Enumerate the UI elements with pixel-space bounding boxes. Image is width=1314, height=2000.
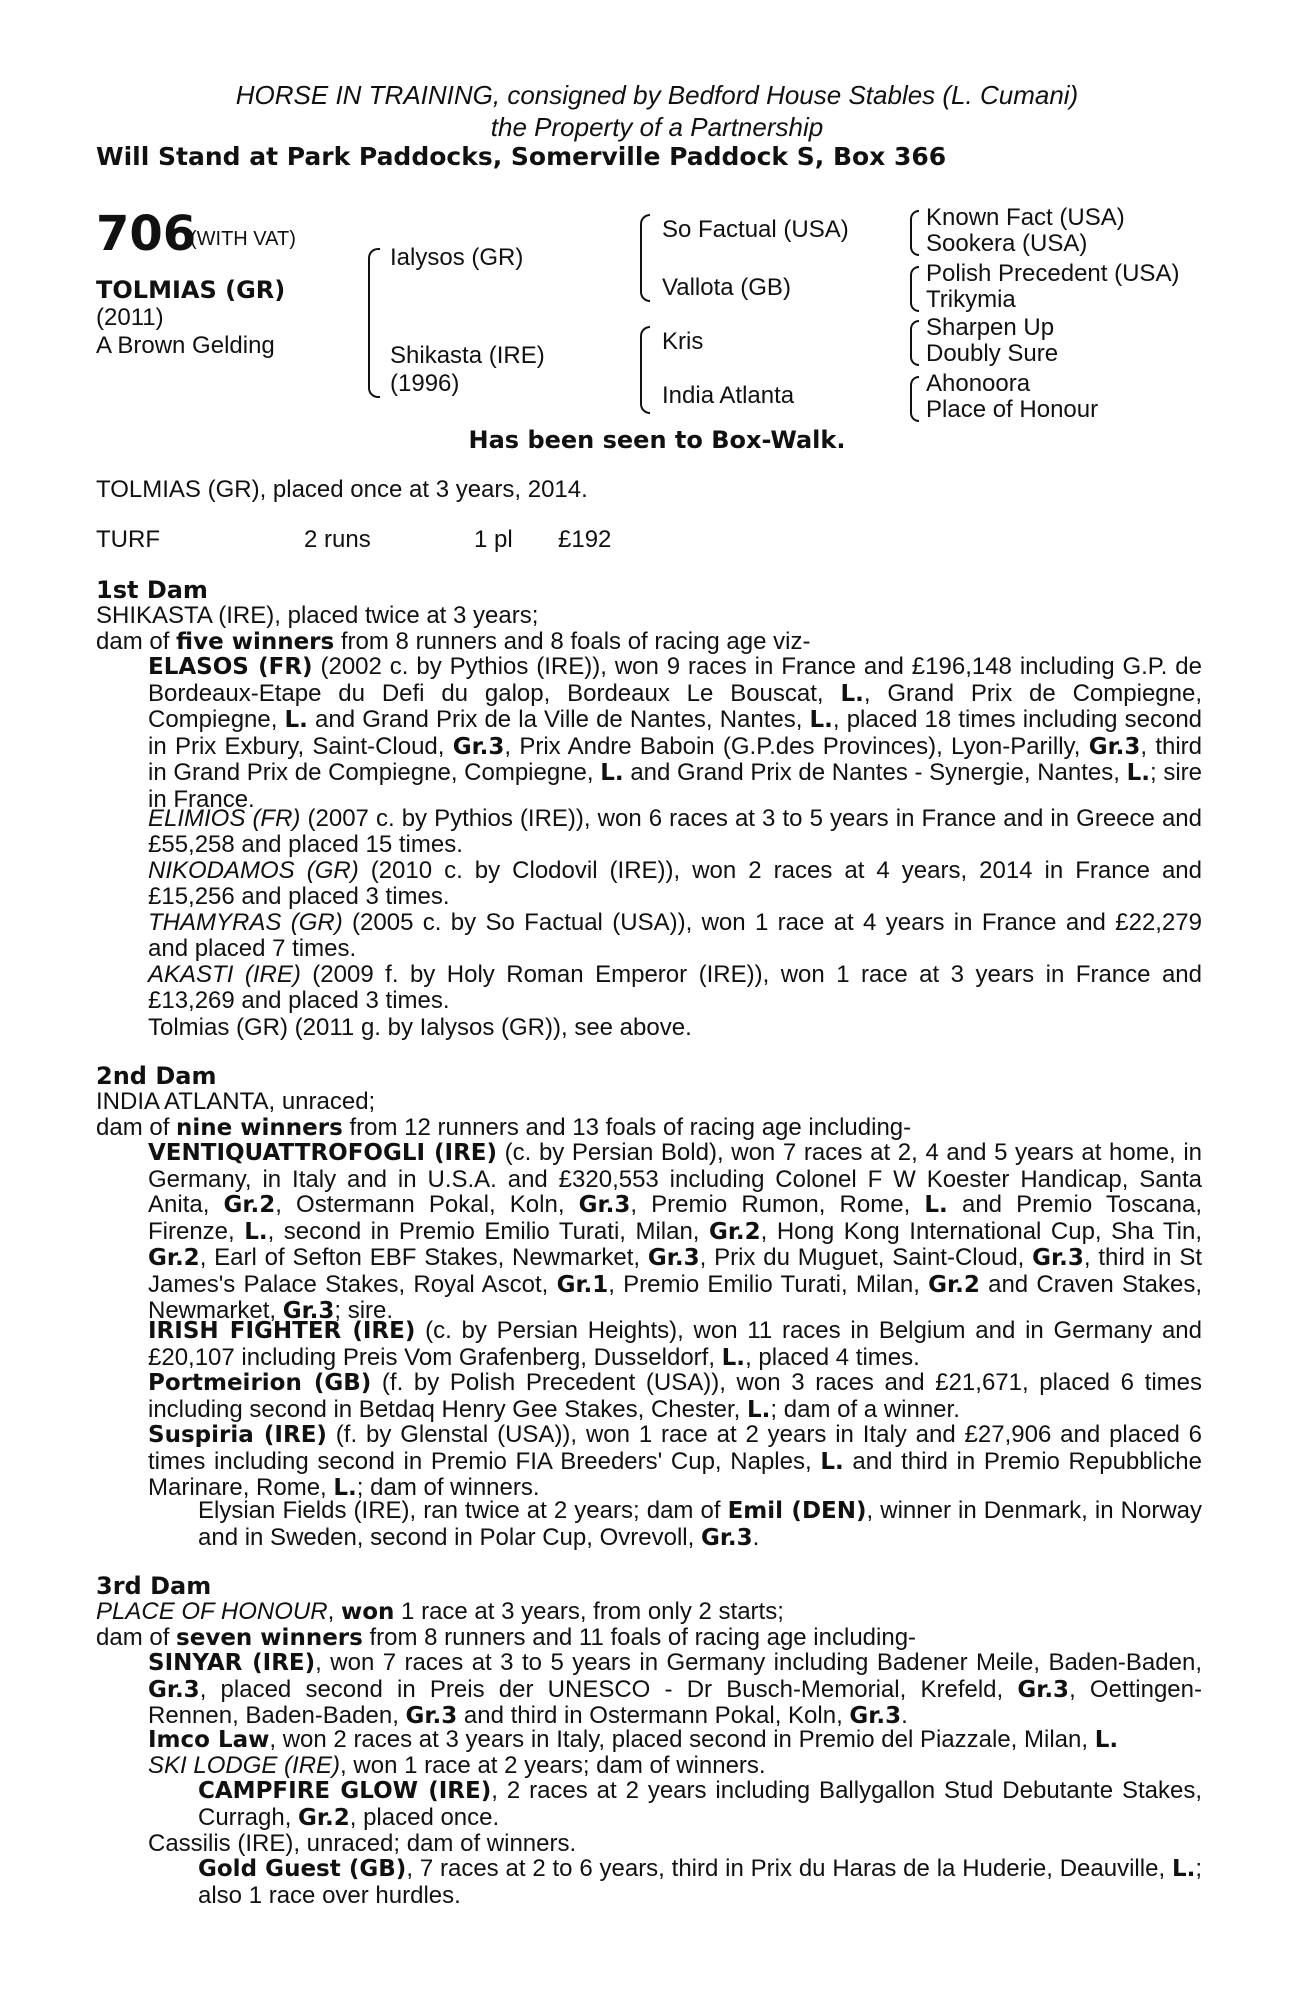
dams-sire: Kris <box>662 328 704 355</box>
ancestor: Doubly Sure <box>926 340 1059 367</box>
third-dam-produce: dam of seven winners from 8 runners and 11 foals of racing age including- <box>96 1624 917 1651</box>
record-earnings: £192 <box>558 526 612 553</box>
produce-entry: Portmeirion (GB) (f. by Polish Precedent (USA)), won 3 races and £21,671, placed 6 times including second in Betdaq Henry Gee Stakes, Chester, L.; dam of a winner. <box>148 1369 1202 1423</box>
owner-line: the Property of a Partnership <box>490 112 824 142</box>
horse-name: TOLMIAS (GR) <box>96 276 286 304</box>
pedigree-brace <box>910 266 919 312</box>
pedigree-brace <box>368 248 380 398</box>
produce-entry: Suspiria (IRE) (f. by Glenstal (USA)), won 1 race at 2 years in Italy and £27,906 and placed 6 times including second in Premio FIA Breeders' Cup, Naples, L. and third in Premio Repubbliche Marinare, Rome, L.; dam of winners. <box>148 1421 1202 1501</box>
ancestor: Sookera (USA) <box>926 230 1088 257</box>
sires-dam: Vallota (GB) <box>662 274 791 301</box>
vat-note: (WITH VAT) <box>190 228 296 250</box>
dam: Shikasta (IRE) <box>390 342 545 369</box>
third-dam-heading: 3rd Dam <box>96 1572 212 1600</box>
second-dam-heading: 2nd Dam <box>96 1062 217 1090</box>
ancestor: Polish Precedent (USA) <box>926 260 1180 287</box>
produce-entry: ELASOS (FR) (2002 c. by Pythios (IRE)), won 9 races in France and £196,148 including G.P. de Bordeaux-Etape du Defi du galop, Bordeaux Le Bouscat, L., Grand Prix de Compiegne, Compiegne, L. and Grand Prix de la Ville de Nantes, Nantes, L., placed 18 times including second in Prix Exbury, Saint-Cloud, Gr.3, Prix Andre Baboin (G.P.des Provinces), Lyon-Parilly, Gr.3, third in Grand Prix de Compiegne, Compiegne, L. and Grand Prix de Nantes - Synergie, Nantes, L.; sire in France. <box>148 653 1203 813</box>
produce-entry: Gold Guest (GB), 7 races at 2 to 6 years, third in Prix du Haras de la Huderie, Deauville, L.; also 1 race over hurdles. <box>198 1855 1203 1909</box>
first-dam-produce: dam of five winners from 8 runners and 8 foals of racing age viz- <box>96 628 811 655</box>
record-placed: 1 pl <box>474 526 513 553</box>
sires-sire: So Factual (USA) <box>662 216 849 243</box>
ancestor: Sharpen Up <box>926 314 1055 341</box>
ancestor: Trikymia <box>926 286 1016 313</box>
produce-entry: AKASTI (IRE) (2009 f. by Holy Roman Emperor (IRE)), won 1 race at 3 years in France and £13,269 and placed 3 times. <box>148 961 1202 1014</box>
produce-entry: Elysian Fields (IRE), ran twice at 2 years; dam of Emil (DEN), winner in Denmark, in Norway and in Sweden, second in Polar Cup, Ovrevoll, Gr.3. <box>198 1497 1202 1551</box>
consignor-line: HORSE IN TRAINING, consigned by Bedford House Stables (L. Cumani) <box>235 80 1079 110</box>
record-surface: TURF <box>96 526 160 553</box>
foaling-year: (2011) <box>96 304 164 331</box>
pedigree-brace <box>910 320 919 366</box>
first-dam-line: SHIKASTA (IRE), placed twice at 3 years; <box>96 602 539 629</box>
dams-dam: India Atlanta <box>662 382 795 409</box>
produce-entry: Imco Law, won 2 races at 3 years in Italy, placed second in Premio del Piazzale, Milan, L. <box>148 1726 1119 1753</box>
produce-entry: CAMPFIRE GLOW (IRE), 2 races at 2 years including Ballygallon Stud Debutante Stakes, Curragh, Gr.2, placed once. <box>198 1777 1202 1831</box>
first-dam-heading: 1st Dam <box>96 576 208 604</box>
sire: Ialysos (GR) <box>390 244 524 271</box>
pedigree-brace <box>910 376 919 422</box>
pedigree-brace <box>910 210 919 256</box>
lot-number: 706 <box>96 206 197 262</box>
ancestor: Ahonoora <box>926 370 1031 397</box>
produce-entry: VENTIQUATTROFOGLI (IRE) (c. by Persian Bold), won 7 races at 2, 4 and 5 years at home, in Germany, in Italy and in U.S.A. and £320,553 including Colonel F W Koester Handicap, Santa Anita, Gr.2, Ostermann Pokal, Koln, Gr.3, Premio Rumon, Rome, L. and Premio Toscana, Firenze, L., second in Premio Emilio Turati, Milan, Gr.2, Hong Kong International Cup, Sha Tin, Gr.2, Earl of Sefton EBF Stakes, Newmarket, Gr.3, Prix du Muguet, Saint-Cloud, Gr.3, third in St James's Palace Stakes, Royal Ascot, Gr.1, Premio Emilio Turati, Milan, Gr.2 and Craven Stakes, Newmarket, Gr.3; sire. <box>148 1139 1203 1324</box>
dam-year: (1996) <box>390 370 460 397</box>
second-dam-line: INDIA ATLANTA, unraced; <box>96 1088 376 1115</box>
produce-entry: THAMYRAS (GR) (2005 c. by So Factual (USA)), won 1 race at 4 years in France and £22,279 and placed 7 times. <box>148 909 1203 962</box>
produce-entry: SINYAR (IRE), won 7 races at 3 to 5 years in Germany including Badener Meile, Baden-Baden, Gr.3, placed second in Preis der UNESCO - Dr Busch-Memorial, Krefeld, Gr.3, Oettingen-Rennen, Baden-Baden, Gr.3 and third in Ostermann Pokal, Koln, Gr.3. <box>148 1649 1202 1729</box>
record-runs: 2 runs <box>304 526 371 553</box>
produce-entry: SKI LODGE (IRE), won 1 race at 2 years; dam of winners. <box>148 1752 766 1779</box>
ancestor: Known Fact (USA) <box>926 204 1125 231</box>
race-summary: TOLMIAS (GR), placed once at 3 years, 2014. <box>96 476 588 503</box>
box-walk-note: Has been seen to Box-Walk. <box>468 426 846 454</box>
stand-location: Will Stand at Park Paddocks, Somerville Paddock S, Box 366 <box>96 142 947 171</box>
ancestor: Place of Honour <box>926 396 1099 423</box>
produce-entry: Tolmias (GR) (2011 g. by Ialysos (GR)), see above. <box>148 1014 692 1041</box>
produce-entry: Cassilis (IRE), unraced; dam of winners. <box>148 1830 577 1857</box>
third-dam-line: PLACE OF HONOUR, won 1 race at 3 years, from only 2 starts; <box>96 1598 784 1625</box>
produce-entry: ELIMIOS (FR) (2007 c. by Pythios (IRE)), won 6 races at 3 to 5 years in France and in Greece and £55,258 and placed 15 times. <box>148 805 1202 858</box>
pedigree-brace <box>640 214 650 302</box>
produce-entry: NIKODAMOS (GR) (2010 c. by Clodovil (IRE)), won 2 races at 4 years, 2014 in France and £15,256 and placed 3 times. <box>148 857 1202 910</box>
horse-description: A Brown Gelding <box>96 332 275 359</box>
pedigree-brace <box>640 326 650 414</box>
produce-entry: IRISH FIGHTER (IRE) (c. by Persian Heights), won 11 races in Belgium and in Germany and £20,107 including Preis Vom Grafenberg, Dusseldorf, L., placed 4 times. <box>148 1317 1203 1371</box>
second-dam-produce: dam of nine winners from 12 runners and 13 foals of racing age including- <box>96 1114 912 1141</box>
